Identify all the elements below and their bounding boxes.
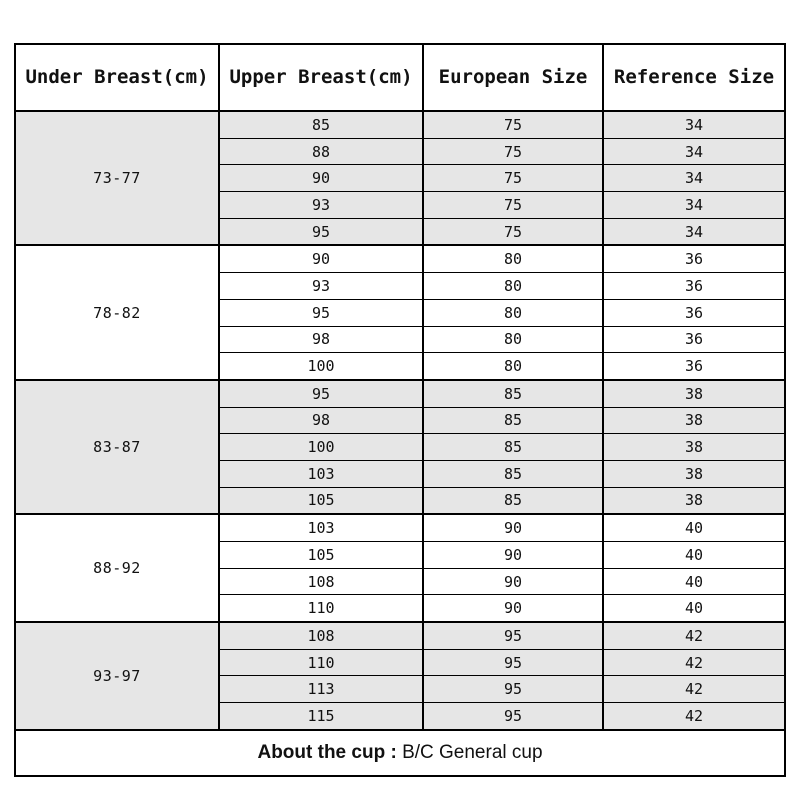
reference-size-cell: 42 [603, 703, 785, 730]
upper-breast-cell: 88 [219, 138, 423, 165]
reference-size-cell: 40 [603, 542, 785, 569]
european-size-cell: 80 [423, 273, 603, 300]
header-row [15, 44, 785, 111]
upper-breast-cell: 110 [219, 595, 423, 622]
reference-size-cell: 36 [603, 326, 785, 353]
upper-breast-cell: 95 [219, 299, 423, 326]
european-size-cell: 85 [423, 487, 603, 514]
cup-note [15, 730, 785, 776]
european-size-cell: 85 [423, 434, 603, 461]
reference-size-cell: 42 [603, 622, 785, 649]
european-size-cell: 75 [423, 192, 603, 219]
reference-size-cell: 36 [603, 245, 785, 272]
upper-breast-cell: 110 [219, 649, 423, 676]
upper-breast-cell: 103 [219, 514, 423, 541]
size-row [15, 380, 785, 407]
upper-breast-cell: 108 [219, 568, 423, 595]
reference-size-cell: 42 [603, 676, 785, 703]
european-size-cell: 95 [423, 622, 603, 649]
reference-size-cell: 34 [603, 192, 785, 219]
reference-size-cell: 42 [603, 649, 785, 676]
upper-breast-cell: 95 [219, 380, 423, 407]
reference-size-cell: 40 [603, 595, 785, 622]
upper-breast-cell: 103 [219, 460, 423, 487]
european-size-cell: 90 [423, 514, 603, 541]
european-size-cell: 75 [423, 111, 603, 138]
european-size-cell: 80 [423, 353, 603, 380]
col-header-upper-breast: Upper Breast(cm) [219, 44, 423, 111]
size-row [15, 111, 785, 138]
european-size-cell: 75 [423, 218, 603, 245]
col-header-european-size: European Size [423, 44, 603, 111]
european-size-cell: 85 [423, 407, 603, 434]
european-size-cell: 80 [423, 245, 603, 272]
reference-size-cell: 40 [603, 514, 785, 541]
european-size-cell: 85 [423, 380, 603, 407]
under-breast-range-cell: 78-82 [15, 245, 219, 379]
under-breast-range-cell: 93-97 [15, 622, 219, 730]
size-row [15, 514, 785, 541]
upper-breast-cell: 100 [219, 434, 423, 461]
reference-size-cell: 36 [603, 299, 785, 326]
upper-breast-cell: 90 [219, 245, 423, 272]
under-breast-range-cell: 88-92 [15, 514, 219, 622]
reference-size-cell: 40 [603, 568, 785, 595]
european-size-cell: 75 [423, 165, 603, 192]
european-size-cell: 85 [423, 460, 603, 487]
reference-size-cell: 38 [603, 460, 785, 487]
european-size-cell: 90 [423, 595, 603, 622]
european-size-cell: 90 [423, 568, 603, 595]
upper-breast-cell: 90 [219, 165, 423, 192]
col-header-reference-size: Reference Size [603, 44, 785, 111]
reference-size-cell: 36 [603, 353, 785, 380]
reference-size-cell: 34 [603, 138, 785, 165]
reference-size-cell: 34 [603, 111, 785, 138]
european-size-cell: 95 [423, 676, 603, 703]
upper-breast-cell: 98 [219, 326, 423, 353]
reference-size-cell: 36 [603, 273, 785, 300]
under-breast-range-cell: 83-87 [15, 380, 219, 514]
european-size-cell: 75 [423, 138, 603, 165]
reference-size-cell: 38 [603, 434, 785, 461]
upper-breast-cell: 98 [219, 407, 423, 434]
size-row [15, 245, 785, 272]
upper-breast-cell: 113 [219, 676, 423, 703]
upper-breast-cell: 105 [219, 542, 423, 569]
reference-size-cell: 34 [603, 165, 785, 192]
size-row [15, 622, 785, 649]
col-header-under-breast: Under Breast(cm) [15, 44, 219, 111]
under-breast-range-cell: 73-77 [15, 111, 219, 245]
reference-size-cell: 38 [603, 407, 785, 434]
european-size-cell: 95 [423, 703, 603, 730]
european-size-cell: 80 [423, 299, 603, 326]
reference-size-cell: 34 [603, 218, 785, 245]
european-size-cell: 80 [423, 326, 603, 353]
upper-breast-cell: 93 [219, 273, 423, 300]
cup-note-label: About the cup : [257, 741, 397, 763]
european-size-cell: 95 [423, 649, 603, 676]
upper-breast-cell: 100 [219, 353, 423, 380]
reference-size-cell: 38 [603, 487, 785, 514]
upper-breast-cell: 108 [219, 622, 423, 649]
footer-row [15, 730, 785, 776]
upper-breast-cell: 93 [219, 192, 423, 219]
reference-size-cell: 38 [603, 380, 785, 407]
cup-note-value: B/C General cup [402, 741, 543, 763]
upper-breast-cell: 95 [219, 218, 423, 245]
european-size-cell: 90 [423, 542, 603, 569]
upper-breast-cell: 115 [219, 703, 423, 730]
upper-breast-cell: 85 [219, 111, 423, 138]
size-chart-table [14, 43, 786, 777]
upper-breast-cell: 105 [219, 487, 423, 514]
